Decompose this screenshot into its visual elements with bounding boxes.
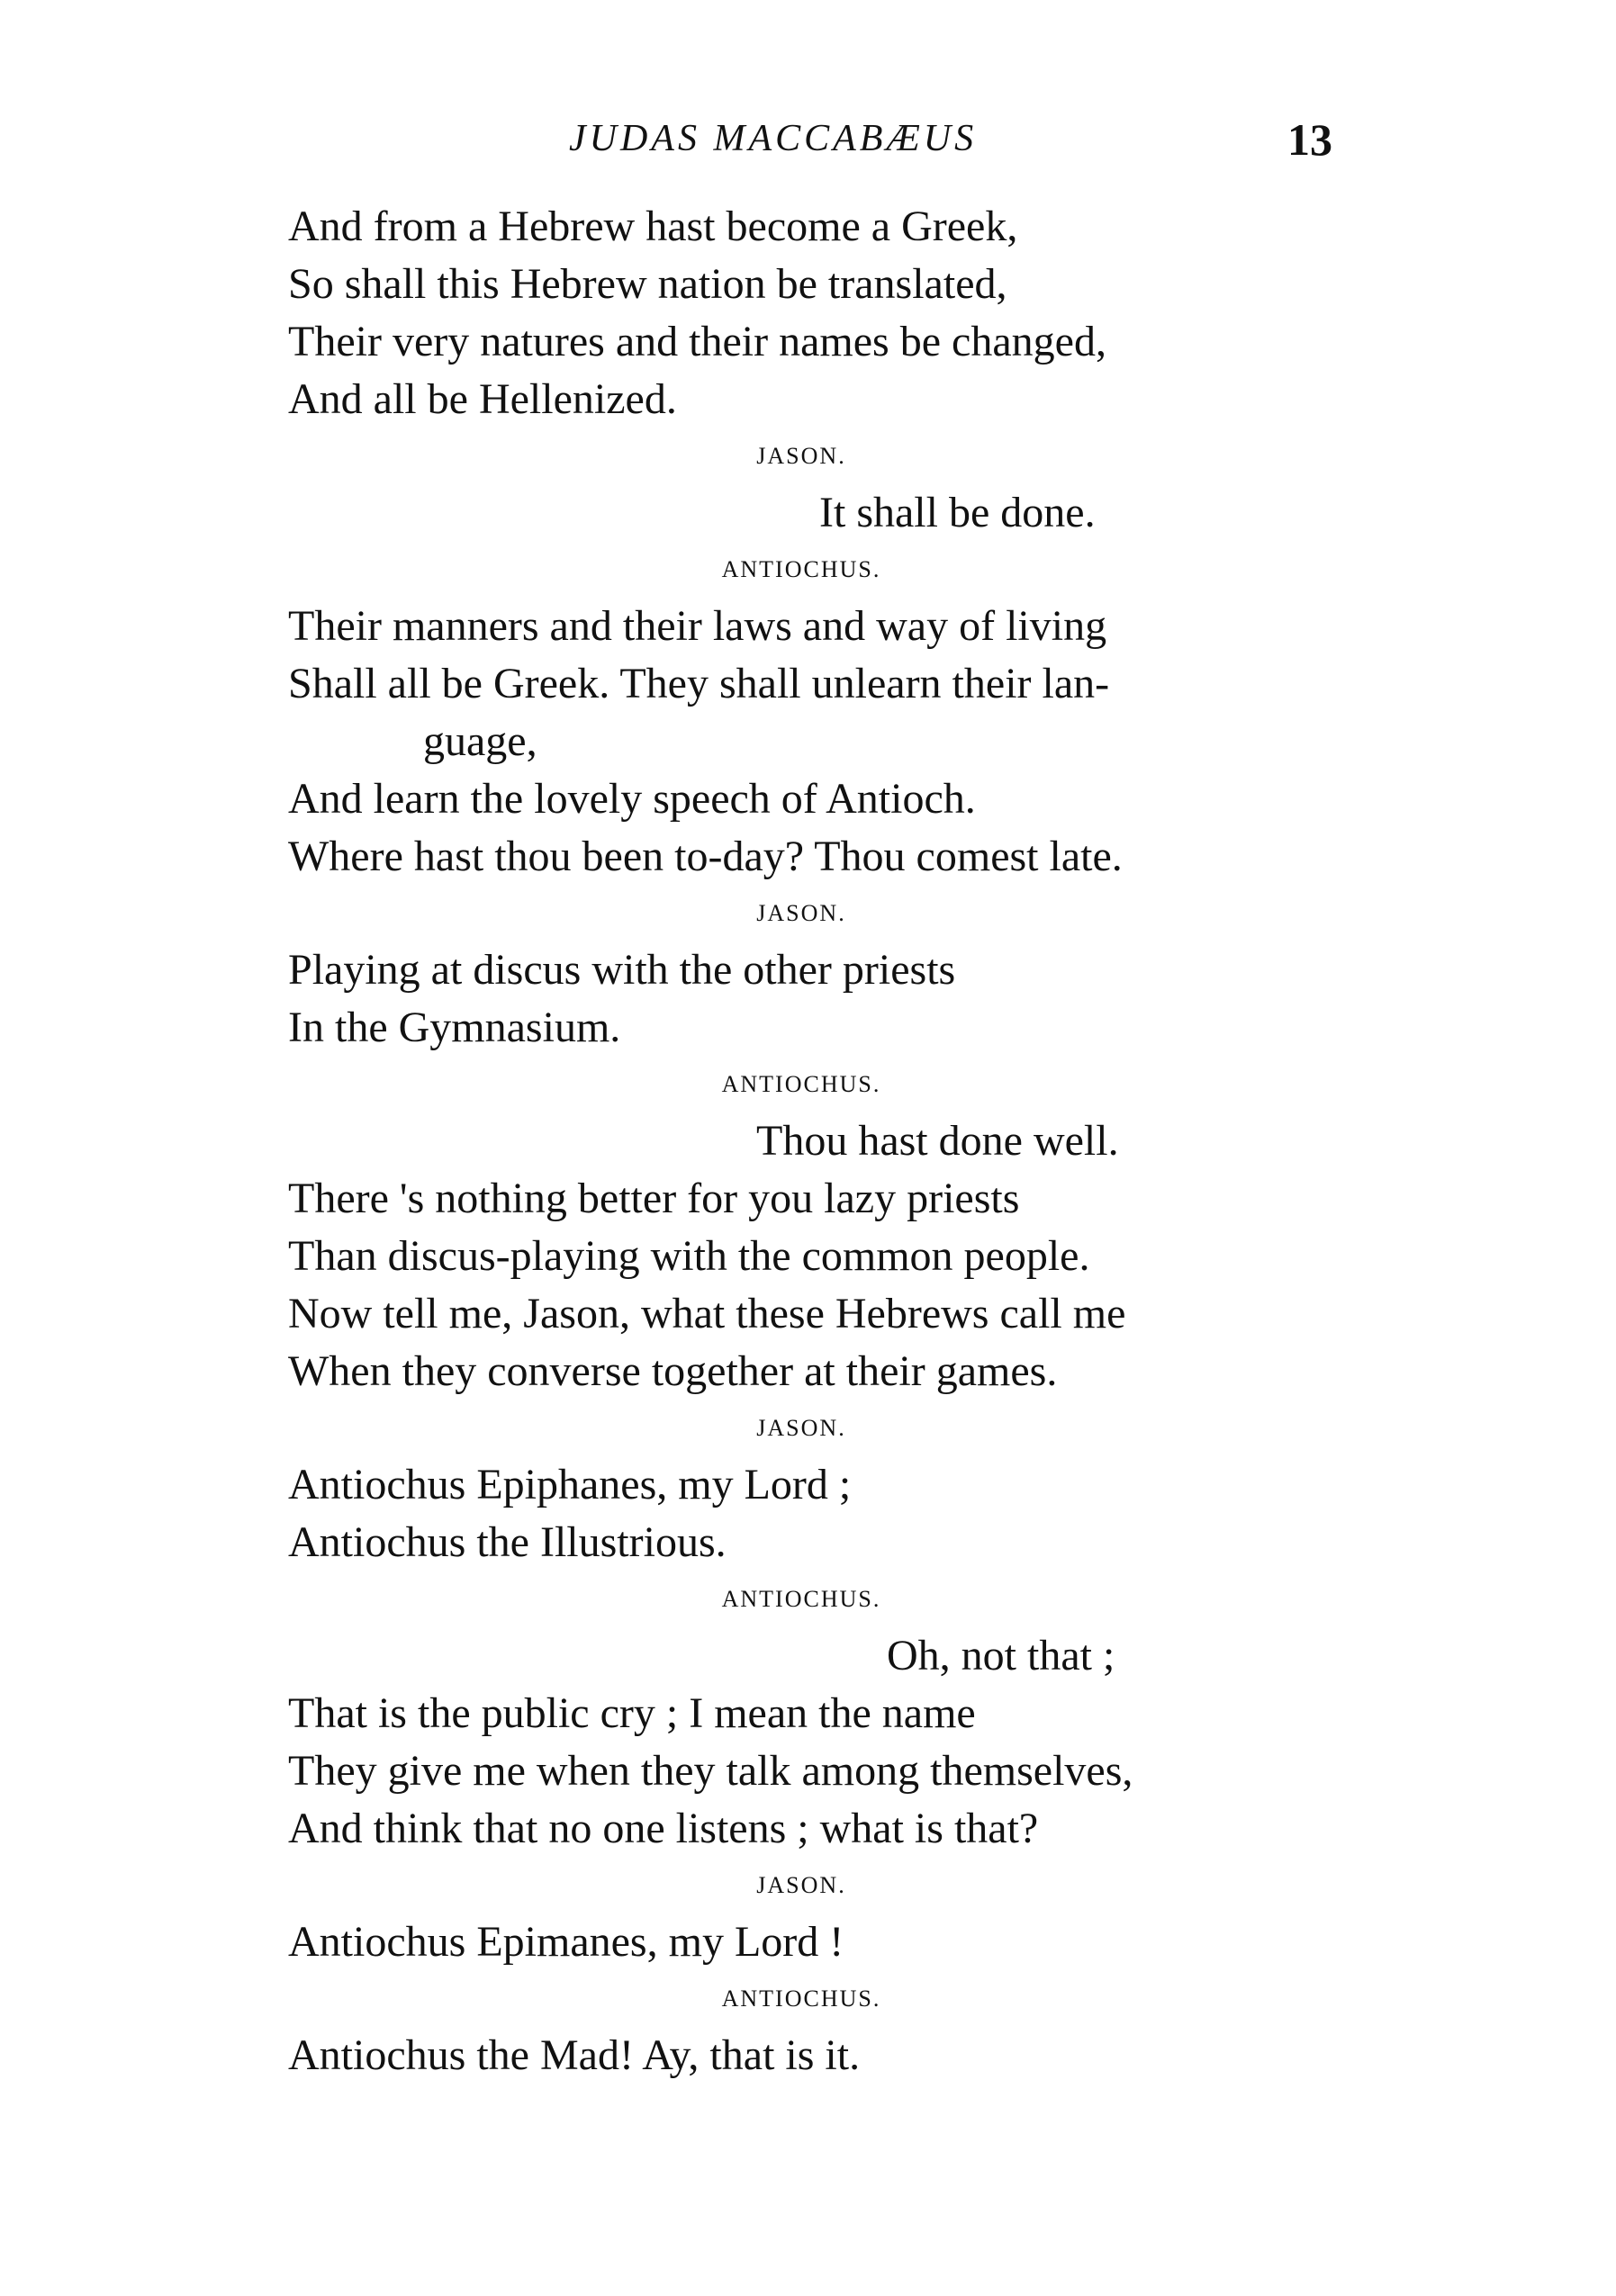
verse-line: Antiochus Epimanes, my Lord !	[288, 1918, 844, 1966]
speaker-name: JASON.	[756, 443, 846, 469]
page-number: 13	[1287, 114, 1332, 165]
verse-line: So shall this Hebrew nation be translated,	[288, 260, 1007, 308]
verse-line: That is the public cry ; I mean the name	[288, 1689, 976, 1737]
verse-line: And think that no one listens ; what is that?	[288, 1805, 1039, 1852]
verse-line: Their manners and their laws and way of living	[288, 602, 1107, 650]
speaker-name: ANTIOCHUS.	[721, 1586, 881, 1612]
speaker-name: JASON.	[756, 900, 846, 926]
verse-line: Their very natures and their names be changed,	[288, 318, 1106, 365]
speaker-name: ANTIOCHUS.	[721, 1071, 881, 1097]
running-head	[288, 114, 1332, 171]
verse-line: When they converse together at their games.	[288, 1347, 1058, 1395]
running-title: JUDAS MACCABÆUS	[569, 118, 978, 159]
verse-line: And all be Hellenized.	[288, 375, 677, 423]
speaker-name: ANTIOCHUS.	[721, 556, 881, 582]
verse-line: There 's nothing better for you lazy priests	[288, 1175, 1020, 1222]
play-text	[288, 198, 1350, 2084]
verse-line: Antiochus Epiphanes, my Lord ;	[288, 1461, 852, 1508]
verse-line-continuation: guage,	[423, 717, 537, 765]
verse-line: Than discus-playing with the common people.	[288, 1232, 1090, 1280]
verse-line: And learn the lovely speech of Antioch.	[288, 775, 976, 823]
verse-line: Antiochus the Mad! Ay, that is it.	[288, 2031, 861, 2079]
speaker-name: ANTIOCHUS.	[721, 1985, 881, 2012]
verse-line: Oh, not that ;	[887, 1632, 1115, 1679]
verse-line: And from a Hebrew hast become a Greek,	[288, 203, 1018, 250]
verse-line: Shall all be Greek. They shall unlearn their lan-	[288, 660, 1110, 707]
verse-line: They give me when they talk among themselves,	[288, 1747, 1133, 1795]
speaker-name: JASON.	[756, 1415, 846, 1441]
verse-line: Antiochus the Illustrious.	[288, 1518, 727, 1566]
verse-line: Thou hast done well.	[756, 1117, 1119, 1165]
verse-line: Playing at discus with the other priests	[288, 946, 956, 994]
verse-line: Where hast thou been to-day? Thou comest late.	[288, 833, 1123, 880]
verse-line: It shall be done.	[819, 489, 1096, 536]
verse-line: In the Gymnasium.	[288, 1004, 621, 1051]
speaker-name: JASON.	[756, 1872, 846, 1898]
verse-line: Now tell me, Jason, what these Hebrews call me	[288, 1290, 1126, 1337]
